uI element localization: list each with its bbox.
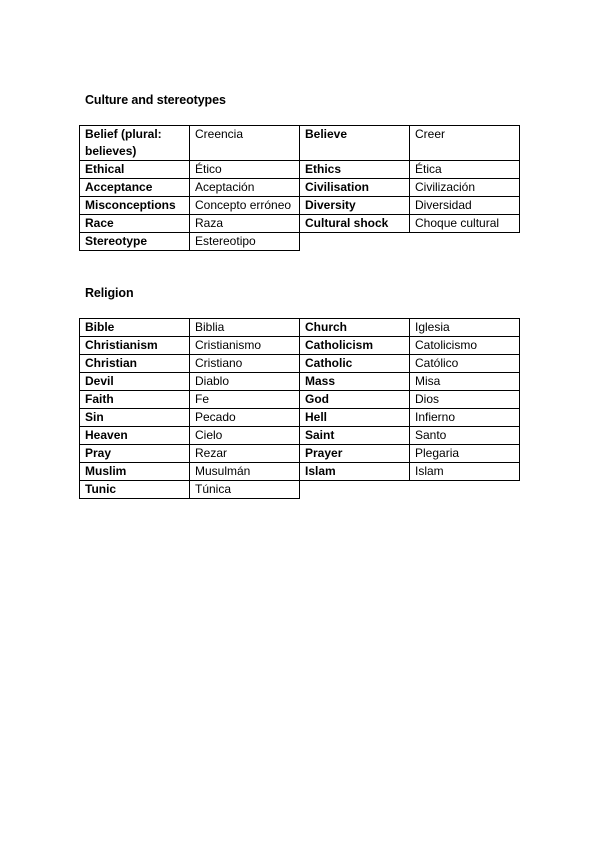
table-row (80, 391, 520, 409)
english-term-cell: Acceptance (80, 179, 190, 197)
english-term-cell: Christian (80, 355, 190, 373)
vocabulary-table-culture (79, 125, 520, 251)
spanish-term-cell: Choque cultural (410, 215, 520, 233)
spanish-term-cell: Cristiano (190, 355, 300, 373)
spanish-term-cell: Túnica (190, 481, 300, 499)
english-term-cell: Islam (300, 463, 410, 481)
table-row (80, 126, 520, 161)
english-term-cell: Catholic (300, 355, 410, 373)
spanish-term-cell: Concepto erróneo (190, 197, 300, 215)
english-term-cell: Hell (300, 409, 410, 427)
english-term-cell: Prayer (300, 445, 410, 463)
english-term-cell: Church (300, 319, 410, 337)
spanish-term-cell: Misa (410, 373, 520, 391)
spanish-term-cell: Ético (190, 161, 300, 179)
spanish-term-cell: Creer (410, 126, 520, 161)
table-row (80, 409, 520, 427)
table-row (80, 197, 520, 215)
english-term-cell (300, 481, 410, 499)
spanish-term-cell: Biblia (190, 319, 300, 337)
english-term-cell: Stereotype (80, 233, 190, 251)
table-row (80, 319, 520, 337)
spanish-term-cell (410, 481, 520, 499)
spanish-term-cell: Cielo (190, 427, 300, 445)
english-term-cell: Misconceptions (80, 197, 190, 215)
english-term-cell: Mass (300, 373, 410, 391)
english-term-cell: Bible (80, 319, 190, 337)
english-term-cell: Ethical (80, 161, 190, 179)
table-row (80, 161, 520, 179)
table-row (80, 373, 520, 391)
english-term-cell: Diversity (300, 197, 410, 215)
section-heading-culture: Culture and stereotypes (85, 93, 226, 107)
english-term-cell: Saint (300, 427, 410, 445)
vocabulary-table-religion (79, 318, 520, 499)
english-term-cell: Faith (80, 391, 190, 409)
section-heading-religion: Religion (85, 286, 134, 300)
spanish-term-cell: Iglesia (410, 319, 520, 337)
spanish-term-cell: Católico (410, 355, 520, 373)
table-row (80, 233, 520, 251)
spanish-term-cell: Diversidad (410, 197, 520, 215)
spanish-term-cell: Rezar (190, 445, 300, 463)
english-term-cell: Believe (300, 126, 410, 161)
table-row (80, 445, 520, 463)
spanish-term-cell: Musulmán (190, 463, 300, 481)
english-term-cell: Race (80, 215, 190, 233)
english-term-cell: Sin (80, 409, 190, 427)
spanish-term-cell: Creencia (190, 126, 300, 161)
spanish-term-cell: Fe (190, 391, 300, 409)
table-row (80, 355, 520, 373)
spanish-term-cell: Aceptación (190, 179, 300, 197)
spanish-term-cell: Raza (190, 215, 300, 233)
english-term-cell: Ethics (300, 161, 410, 179)
spanish-term-cell: Dios (410, 391, 520, 409)
english-term-cell: Belief (plural: believes) (80, 126, 190, 161)
english-term-cell: Tunic (80, 481, 190, 499)
english-term-cell: Heaven (80, 427, 190, 445)
english-term-cell: Devil (80, 373, 190, 391)
table-row (80, 215, 520, 233)
english-term-cell: Christianism (80, 337, 190, 355)
table-row (80, 179, 520, 197)
table-row (80, 337, 520, 355)
spanish-term-cell: Plegaria (410, 445, 520, 463)
spanish-term-cell: Cristianismo (190, 337, 300, 355)
table-row (80, 463, 520, 481)
spanish-term-cell: Diablo (190, 373, 300, 391)
english-term-cell: Catholicism (300, 337, 410, 355)
spanish-term-cell: Santo (410, 427, 520, 445)
spanish-term-cell: Infierno (410, 409, 520, 427)
table-row (80, 427, 520, 445)
spanish-term-cell (410, 233, 520, 251)
spanish-term-cell: Catolicismo (410, 337, 520, 355)
spanish-term-cell: Ética (410, 161, 520, 179)
english-term-cell (300, 233, 410, 251)
english-term-cell: Pray (80, 445, 190, 463)
spanish-term-cell: Estereotipo (190, 233, 300, 251)
english-term-cell: God (300, 391, 410, 409)
english-term-cell: Civilisation (300, 179, 410, 197)
english-term-cell: Cultural shock (300, 215, 410, 233)
spanish-term-cell: Civilización (410, 179, 520, 197)
table-row (80, 481, 520, 499)
spanish-term-cell: Islam (410, 463, 520, 481)
spanish-term-cell: Pecado (190, 409, 300, 427)
english-term-cell: Muslim (80, 463, 190, 481)
